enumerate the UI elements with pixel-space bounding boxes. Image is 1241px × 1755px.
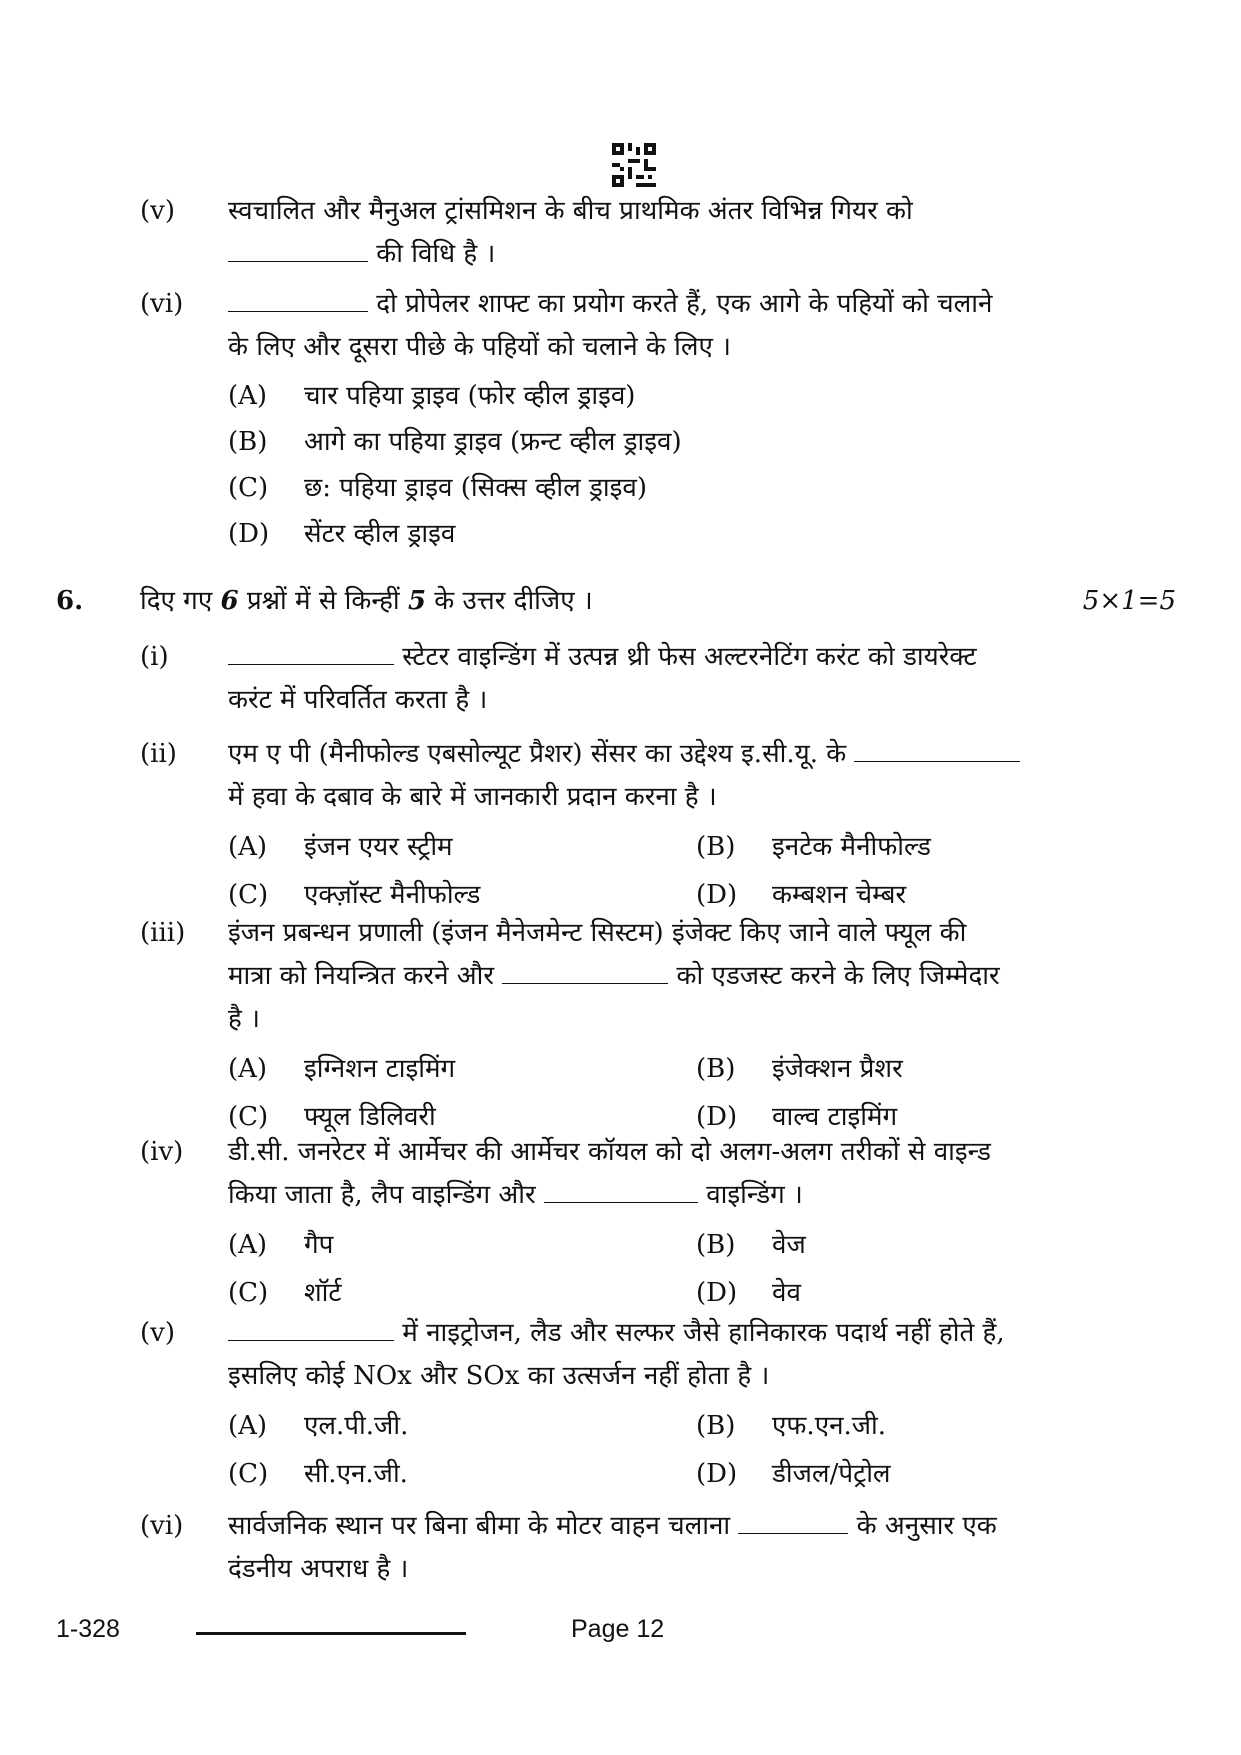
option-c: (C) शॉर्ट (228, 1278, 342, 1308)
option-d: (D) डीजल/पेट्रोल (696, 1459, 891, 1489)
option-b: (B) इनटेक मैनीफोल्ड (696, 832, 931, 862)
q6-item-vi: (vi) सार्वजनिक स्थान पर बिना बीमा के मोटर वाहन चलाना के अनुसार एक दंडनीय अपराध है । (140, 1511, 997, 1584)
q5-v-line1: स्वचालित और मैनुअल ट्रांसमिशन के बीच प्राथमिक अंतर विभिन्न गियर को (228, 196, 913, 226)
option-c: (C) सी.एन.जी. (228, 1459, 408, 1489)
q6-item-ii: (ii) एम ए पी (मैनीफोल्ड एबसोल्यूट प्रैशर) सेंसर का उद्देश्य इ.सी.यू. के में हवा के दबाव के बारे में जानकारी प्रदान करना है । (A) इंजन एयर स्ट्रीम (B) इनटेक मैनीफोल्ड (C) एक्ज़ॉस्ट मैनीफोल्ड (D) कम्बशन चेम्बर (140, 733, 1122, 919)
option-d: (D) वाल्व टाइमिंग (696, 1102, 898, 1132)
footer-divider (196, 1632, 466, 1635)
question-instruction: दिए गए 6 प्रश्नों में से किन्हीं 5 के उत्तर दीजिए । (140, 586, 593, 616)
answer-blank (228, 1318, 394, 1341)
question-number: 6. (56, 586, 84, 616)
answer-blank (738, 1511, 848, 1534)
q6-item-v: (v) में नाइट्रोजन, लैड और सल्फर जैसे हानिकारक पदार्थ नहीं होते हैं, इसलिए कोई NOx और SOx का उत्सर्जन नहीं होता है । (A) एल.पी.जी. (B) एफ.एन.जी. (C) सी.एन.जी. (D) डीजल/पेट्रोल (140, 1312, 1122, 1498)
option-b: (B) आगे का पहिया ड्राइव (फ्रन्ट व्हील ड्राइव) (228, 427, 682, 457)
option-a: (A) इग्निशन टाइमिंग (228, 1054, 456, 1084)
paper-code: 1-328 (56, 1615, 120, 1643)
q5-item-v: (v) स्वचालित और मैनुअल ट्रांसमिशन के बीच प्राथमिक अंतर विभिन्न गियर को की विधि है । (140, 190, 1122, 276)
qr-code-icon (612, 143, 656, 187)
q6-item-i: (i) स्टेटर वाइन्डिंग में उत्पन्न थ्री फेस अल्टरनेटिंग करंट को डायरेक्ट करंट में परिवर्तित करता है । (140, 642, 977, 715)
answer-blank (854, 739, 1020, 762)
page-number: Page 12 (571, 1615, 665, 1643)
option-c: (C) एक्ज़ॉस्ट मैनीफोल्ड (228, 880, 481, 910)
q6-item-iii: (iii) इंजन प्रबन्धन प्रणाली (इंजन मैनेजमेन्ट सिस्टम) इंजेक्ट किए जाने वाले फ्यूल की मात्रा को नियन्त्रित करने और को एडजस्ट करने के लिए जिम्मेदार है । (A) इग्निशन टाइमिंग (B) इंजेक्शन प्रैशर (C) फ्यूल डिलिवरी (D) वाल्व टाइमिंग (140, 912, 1122, 1141)
option-c: (C) फ्यूल डिलिवरी (228, 1102, 436, 1132)
option-d: (D) कम्बशन चेम्बर (696, 880, 907, 910)
q6-item-iv: (iv) डी.सी. जनरेटर में आर्मेचर की आर्मेचर कॉयल को दो अलग-अलग तरीकों से वाइन्ड किया जाता है, लैप वाइन्डिंग और वाइन्डिंग । (A) गैप (B) वेज (C) शॉर्ट (D) वेव (140, 1131, 1122, 1317)
option-b: (B) इंजेक्शन प्रैशर (696, 1054, 903, 1084)
marks-allocation: 5×1=5 (1082, 586, 1176, 616)
answer-blank (228, 289, 368, 312)
option-a: (A) चार पहिया ड्राइव (फोर व्हील ड्राइव) (228, 381, 636, 411)
option-a: (A) इंजन एयर स्ट्रीम (228, 832, 453, 862)
option-a: (A) गैप (228, 1230, 334, 1260)
q5-item-vi: (vi) दो प्रोपेलर शाफ्ट का प्रयोग करते हैं, एक आगे के पहियों को चलाने के लिए और दूसरा पीछे के पहियों को चलाने के लिए । (A) चार पहिया ड्राइव (फोर व्हील ड्राइव) (B) आगे का पहिया ड्राइव (फ्रन्ट व्हील ड्राइव) (C) छ: पहिया ड्राइव (सिक्स व्हील ड्राइव) (D) सेंटर व्हील ड्राइव (140, 283, 1122, 557)
answer-blank (502, 961, 668, 984)
option-c: (C) छ: पहिया ड्राइव (सिक्स व्हील ड्राइव) (228, 473, 648, 503)
option-d: (D) वेव (696, 1278, 801, 1308)
option-b: (B) एफ.एन.जी. (696, 1411, 887, 1441)
answer-blank (228, 642, 394, 665)
option-b: (B) वेज (696, 1230, 806, 1260)
answer-blank (228, 239, 368, 262)
option-a: (A) एल.पी.जी. (228, 1411, 409, 1441)
answer-blank (544, 1180, 698, 1203)
option-d: (D) सेंटर व्हील ड्राइव (228, 519, 456, 549)
